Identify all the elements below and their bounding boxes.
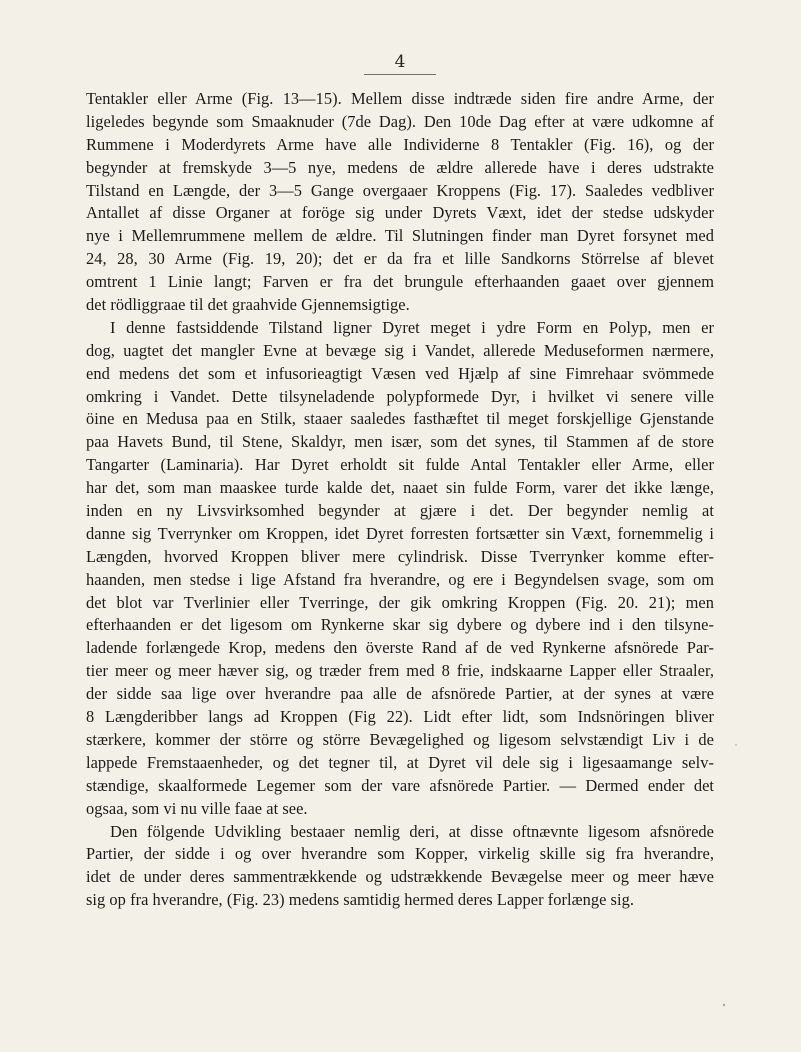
- text-line: Længden, hvorved Kroppen bliver mere cylindrisk. Disse Tverrynker komme efter-: [86, 546, 714, 566]
- text-line: lappede Fremstaaenheder, og det tegner til, at Dyret vil dele sig i ligesaamange selv-: [86, 752, 714, 772]
- text-line: haanden, men stedse i lige Afstand fra hverandre, og ere i Begyndelsen svage, som om: [86, 569, 714, 589]
- text-line: nye i Mellemrummene mellem de ældre. Til Slutningen finder man Dyret forsynet med: [86, 226, 714, 246]
- text-line: stændige, skaalformede Legemer som der vare afsnörede Partier. — Dermed ender det: [86, 775, 714, 795]
- text-line: dog, uagtet det mangler Evne at bevæge sig i Vandet, allerede Meduseformen nærmere,: [86, 340, 714, 360]
- text-line: tier meer og meer hæver sig, og træder frem med 8 frie, indskaarne Lapper eller Straaler,: [86, 661, 714, 681]
- text-line: Tentakler eller Arme (Fig. 13—15). Mellem disse indtræde siden fire andre Arme, der: [86, 89, 714, 108]
- text-line: Antallet af disse Organer at foröge sig under Dyrets Væxt, idet der stedse udskyder: [86, 203, 714, 223]
- text-line: paa Havets Bund, til Stene, Skaldyr, men især, som det synes, til Stammen af de store: [86, 432, 714, 452]
- page-number: 4: [394, 52, 406, 72]
- text-line: stærkere, kommer der större og större Bevægelighed og ligesom selvstændigt Liv i de: [86, 729, 714, 749]
- text-line: danne sig Tverrynker om Kroppen, idet Dyret forresten fortsætter sin Væxt, fornemmelig i: [86, 523, 714, 543]
- text-line: omkring i Vandet. Dette tilsyneladende polypformede Dyr, i hvilket vi senere ville: [86, 386, 714, 406]
- text-line: Partier, der sidde i og over hverandre som Kopper, virkelig skille sig fra hverandre,: [86, 844, 714, 864]
- text-line: Den fölgende Udvikling bestaaer nemlig deri, at disse oftnævnte ligesom afsnörede: [110, 821, 714, 841]
- text-line: Tangarter (Laminaria). Har Dyret erholdt sit fulde Antal Tentakler eller Arme, eller: [86, 455, 714, 475]
- text-line: omtrent 1 Linie langt; Farven er fra det brungule efterhaanden gaaet over gjennem: [86, 272, 714, 292]
- text-line: idet de under deres sammentrækkende og udstrækkende Bevægelse meer og meer hæve: [86, 867, 714, 887]
- text-line: sig op fra hverandre, (Fig. 23) medens samtidig hermed deres Lapper forlænge sig.: [86, 890, 634, 910]
- text-line: der sidde saa lige over hverandre paa alle de afsnörede Partier, at der synes at være: [86, 684, 714, 704]
- text-line: ogsaa, som vi nu ville faae at see.: [86, 798, 308, 818]
- page-number-rule: [364, 74, 436, 75]
- text-line: efterhaanden er det ligesom om Rynkerne skar sig dybere og dybere ind i den tilsyne-: [86, 615, 714, 635]
- text-line: end medens det som et infusorieagtigt Væsen ved Hjælp af sine Fimrehaar svömmede: [86, 363, 714, 383]
- text-line: Tilstand en Længde, der 3—5 Gange overgaaer Kroppens (Fig. 17). Saaledes vedbliver: [86, 180, 714, 200]
- body-text: [86, 88, 714, 912]
- text-line: öine en Medusa paa en Stilk, staaer saaledes fasthæftet til meget forskjellige Gjenstande: [86, 409, 714, 429]
- text-line: begynder at fremskyde 3—5 nye, medens de ældre allerede have i deres udstrakte: [86, 157, 714, 177]
- text-line: ladende forlængede Krop, medens den överste Rand af de ved Rynkerne afsnörede Par-: [86, 638, 714, 658]
- text-line: 24, 28, 30 Arme (Fig. 19, 20); det er da fra et lille Sandkorns Störrelse af blevet: [86, 249, 714, 269]
- text-line: I denne fastsiddende Tilstand ligner Dyret meget i ydre Form en Polyp, men er: [110, 317, 714, 337]
- text-line: Rummene i Moderdyrets Arme have alle Individerne 8 Tentakler (Fig. 16), og der: [86, 134, 714, 154]
- text-line: det rödliggraae til det graahvide Gjennemsigtige.: [86, 295, 410, 315]
- text-line: ligeledes begynde som Smaaknuder (7de Dag). Den 10de Dag efter at være udkomne af: [86, 111, 714, 131]
- text-line: har det, som man maaskee turde kalde det, naaet sin fulde Form, varer det ikke længe,: [86, 478, 714, 498]
- text-line: inden en ny Livsvirksomhed begynder at gjære i det. Der begynder nemlig at: [86, 501, 714, 521]
- text-line: det blot var Tverlinier eller Tverringe, der gik omkring Kroppen (Fig. 20. 21); men: [86, 592, 714, 612]
- text-line: 8 Længderibber langs ad Kroppen (Fig 22). Lidt efter lidt, som Indsnöringen bliver: [86, 707, 714, 727]
